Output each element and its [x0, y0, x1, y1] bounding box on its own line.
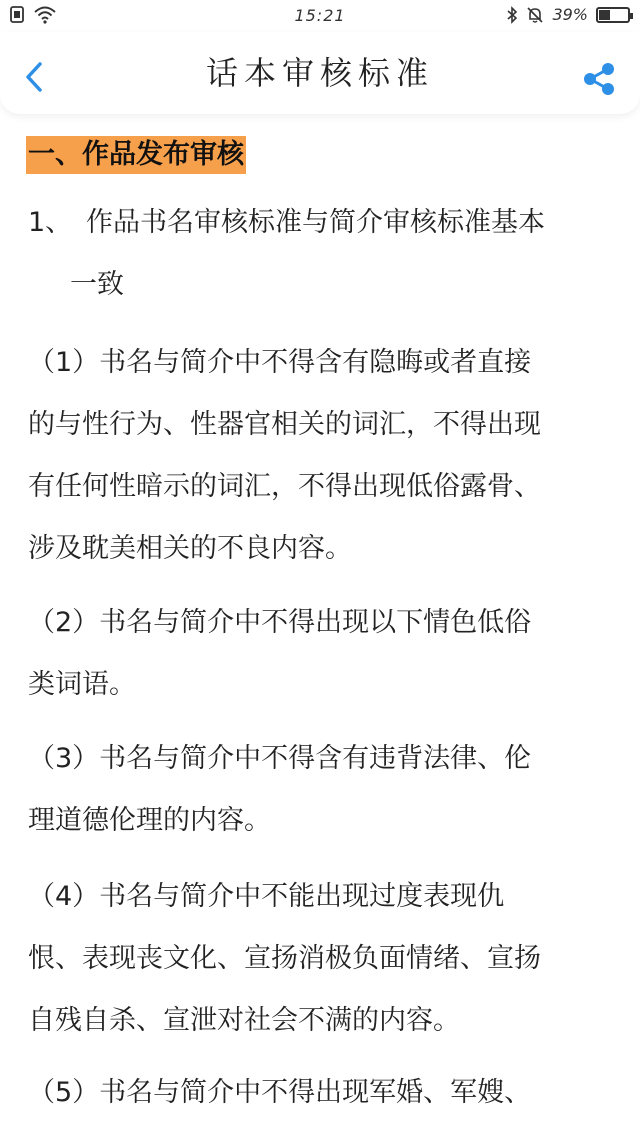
nav-bar: [0, 32, 640, 114]
mute-bell-icon: [526, 6, 544, 24]
article-content: [0, 114, 640, 1138]
status-bar: [0, 0, 640, 32]
paragraph-4-line-2: 恨、表现丧文化、宣扬消极负面情绪、宣扬: [28, 943, 541, 974]
paragraph-1-line-1: （1）书名与简介中不得含有隐晦或者直接: [28, 347, 532, 378]
item-1-number: 1、: [28, 207, 73, 238]
paragraph-1-line-3: 有任何性暗示的词汇，不得出现低俗露骨、: [28, 471, 541, 502]
section-heading: 一、作品发布审核: [26, 136, 246, 174]
status-right-icons: [506, 5, 630, 24]
status-time: 15:21: [294, 6, 346, 25]
paragraph-1-line-2: 的与性行为、性器官相关的词汇，不得出现: [28, 409, 541, 440]
chevron-left-icon[interactable]: [20, 60, 50, 94]
page-title: 话本审核标准: [205, 54, 434, 92]
paragraph-5-line-1: （5）书名与简介中不得出现军婚、军嫂、: [28, 1077, 532, 1108]
paragraph-1-line-4: 涉及耽美相关的不良内容。: [28, 533, 352, 564]
battery-percent: 39%: [552, 5, 588, 24]
paragraph-2-line-2: 类词语。: [28, 669, 136, 700]
battery-fill: [599, 10, 610, 20]
share-icon[interactable]: [582, 62, 616, 96]
paragraph-4-line-1: （4）书名与简介中不能出现过度表现仇: [28, 881, 505, 912]
paragraph-3-line-2: 理道德伦理的内容。: [28, 805, 271, 836]
item-1-line-1: 作品书名审核标准与简介审核标准基本: [86, 207, 545, 238]
paragraph-3-line-1: （3）书名与简介中不得含有违背法律、伦: [28, 743, 532, 774]
paragraph-4-line-3: 自残自杀、宣泄对社会不满的内容。: [28, 1005, 460, 1036]
item-1-line-2: 一致: [70, 269, 124, 300]
battery-icon: [596, 7, 630, 23]
bluetooth-icon: [506, 6, 518, 24]
paragraph-2-line-1: （2）书名与简介中不得出现以下情色低俗: [28, 607, 532, 638]
